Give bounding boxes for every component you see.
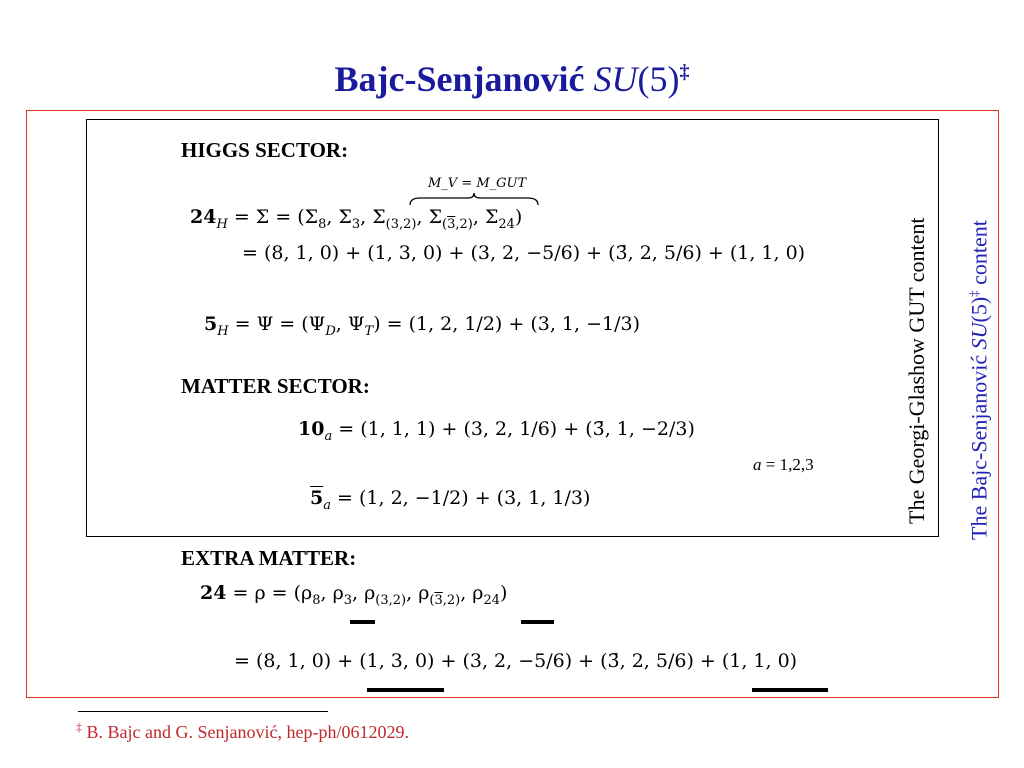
title-text: Bajc-Senjanović	[334, 59, 585, 99]
higgs-24-decomposition: = (8, 1, 0) + (1, 3, 0) + (3, 2, −5/6) + (3̄, 2, 5/6) + (1, 1, 0)	[242, 242, 806, 264]
slide-title	[0, 58, 1024, 100]
title-su: SU	[593, 59, 638, 99]
matter-5bar-line: $5_a = (1$, 2, −1/2) + (3, 1, 1/3)	[310, 487, 591, 513]
footnote-separator	[78, 711, 328, 712]
matter-heading: MATTER SECTOR:	[181, 374, 370, 398]
title-mark: ‡	[679, 61, 690, 83]
higgs-24-line: $24_H = \Sigma = (\Sigma_8$, $\Sigma_3$, $\Sigma_{(3,2)}$, $\Sigma_{(3,2)}$, $\Sigma_{24}$)	[190, 206, 523, 232]
underline-rho3	[350, 620, 375, 624]
overbrace	[408, 192, 540, 206]
footnote: ‡ B. Bajc and G. Senjanović, hep-ph/0612029.	[76, 720, 409, 742]
matter-10-line: $10_a = (1$, 1, 1) + (3, 2, 1/6) + (3̄, 1, −2/3)	[298, 418, 695, 444]
extra-matter-heading: EXTRA MATTER:	[181, 546, 357, 570]
higgs-5-line: $5_H = \Psi = (\Psi_D$, $\Psi_T) = (1$, 2, 1/2) + (3, 1, −1/3)	[204, 313, 640, 339]
higgs-heading: HIGGS SECTOR:	[181, 138, 349, 162]
brace-label: M_V = M_GUT	[428, 176, 527, 191]
underline-rho24	[521, 620, 554, 624]
generation-index: a = 1,2,3	[753, 455, 814, 474]
underline-1-1-0	[752, 688, 828, 692]
georgi-glashow-label: The Georgi-Glashow GUT content	[904, 217, 929, 524]
extra-24-decomposition: = (8, 1, 0) + (1, 3, 0) + (3, 2, −5/6) + (3̄, 2, 5/6) + (1, 1, 0)	[234, 650, 798, 672]
title-num: (5)	[637, 59, 680, 99]
bajc-senjanovic-label: The Bajc-Senjanović SU(5)‡ content	[966, 220, 992, 540]
extra-24-line: $24 = \rho = (\rho_8$, $\rho_3$, $\rho_{(3,2)}$, $\rho_{(3,2)}$, $\rho_{24}$)	[200, 582, 508, 608]
underline-1-3-0	[367, 688, 444, 692]
